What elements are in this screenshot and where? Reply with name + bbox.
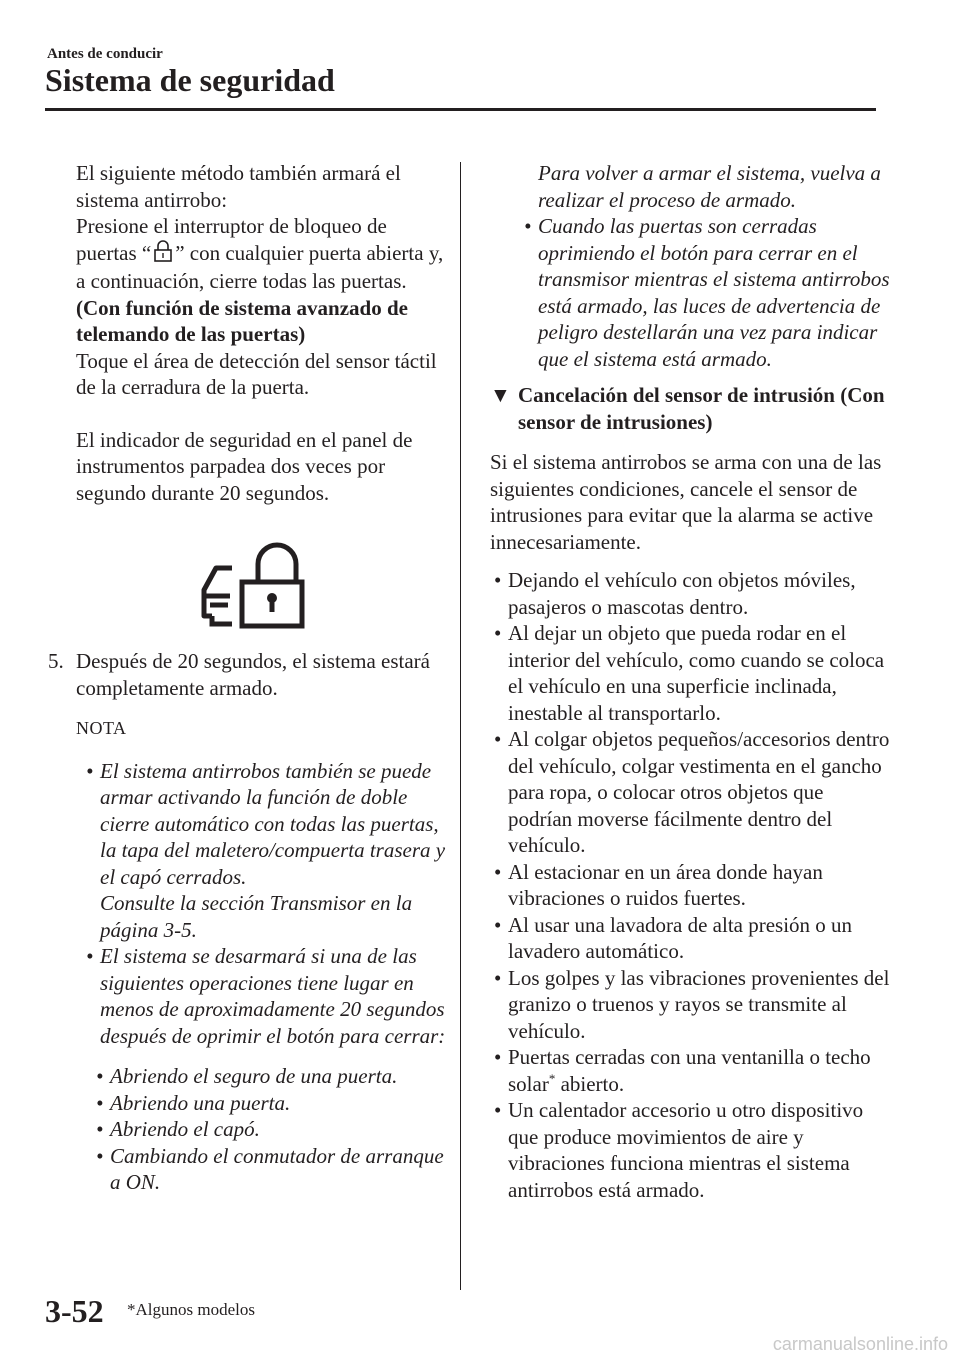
bullet: • (494, 1098, 502, 1122)
sub-list-item: • Abriendo el capó. (96, 1117, 260, 1141)
sub-list-item: • Abriendo el seguro de una puerta. (96, 1064, 398, 1088)
lock-switch-paragraph (76, 213, 446, 295)
intrusion-paragraph: Si el sistema antirrobos se arma con una de las siguientes condiciones, cancele el sensor de intrusiones para evitar que la alarma se active innecesariamente. (490, 450, 882, 554)
condition-item: • Al dejar un objeto que pueda rodar en el interior del vehículo, como cuando se coloca el vehículo en una superficie inclinada, inestable al transportarlo. (494, 621, 885, 725)
note-item (514, 213, 890, 372)
intrusion-sensor-heading (490, 382, 890, 435)
condition-item: • Al colgar objetos pequeños/accesorios dentro del vehículo, colgar vestimenta en el gancho para ropa, o colocar otros objetos que podrían moverse fácilmente dentro del vehículo. (494, 727, 890, 857)
condition-item: • Al estacionar en un área donde hayan vibraciones o ruidos fuertes. (494, 859, 823, 910)
bullet: • (494, 965, 502, 990)
condition-item: • Los golpes y las vibraciones provenientes del granizo o truenos y rayos se transmite al vehículo. (494, 965, 890, 1043)
note-item (76, 758, 446, 944)
step-number: 5. (48, 649, 64, 673)
advanced-keyless-heading: (Con función de sistema avanzado de telemando de las puertas) (76, 295, 408, 346)
step-5-text: Después de 20 segundos, el sistema estará completamente armado. (76, 649, 430, 700)
security-indicator-icon (194, 542, 306, 630)
lock-switch-text-a: Presione el interruptor de bloqueo de puertas “ (76, 214, 387, 265)
bullet: • (96, 1090, 104, 1115)
section-label: Antes de conducir (47, 46, 163, 62)
intro-paragraph: El siguiente método también armará el sistema antirrobo: (76, 161, 401, 212)
bullet: • (494, 912, 502, 937)
security-indicator-paragraph: El indicador de seguridad en el panel de instrumentos parpadea dos veces por segundo durante 20 segundos. (76, 427, 413, 505)
security-indicator-icon-wrap (76, 542, 446, 630)
condition-item: • Un calentador accesorio u otro dispositivo que produce movimientos de aire y vibraciones funciona mientras el sistema antirrobos está armado. (494, 1098, 864, 1202)
bullet: • (494, 859, 502, 884)
bullet: • (524, 214, 532, 238)
bullet: • (96, 1117, 104, 1141)
note-item (76, 943, 446, 1049)
bullet: • (86, 758, 94, 783)
right-column (490, 160, 890, 1203)
lock-switch-text-b: ” con cualquier puerta abierta y, a continuación, cierre todas las puertas. (76, 240, 444, 293)
sub-list (76, 1063, 446, 1196)
bullet: • (96, 1143, 104, 1168)
heading-text: Cancelación del sensor de intrusión (Con sensor de intrusiones) (518, 383, 885, 434)
note-text: Cuando las puertas son cerradas oprimiendo el botón para cerrar en el transmisor mientras el sistema antirrobos está armado, las luces de advertencia de peligro destellarán una vez para indicar que el sistema está armado. (538, 214, 890, 371)
note-continuation: Para volver a armar el sistema, vuelva a realizar el proceso de armado. (538, 161, 881, 212)
footnote-star: * (548, 1070, 556, 1086)
step-5 (48, 648, 446, 701)
page-number: 3-52 (45, 1293, 104, 1329)
page-title: Sistema de seguridad (45, 62, 335, 98)
note-reference: Consulte la sección Transmisor en la página 3-5. (100, 891, 413, 942)
triangle-marker-icon: ▼ (490, 383, 511, 407)
bullet: • (86, 944, 94, 968)
header-rule (45, 108, 876, 111)
note-text: El sistema se desarmará si una de las siguientes operaciones tiene lugar en menos de aproximadamente 20 segundos después de oprimir el botón para cerrar: (100, 944, 446, 1048)
bullet: • (494, 1045, 502, 1069)
note-text: El sistema antirrobos también se puede armar activando la función de doble cierre automático con todas las puertas, la tapa del maletero/compuerta trasera y el capó cerrados. (100, 758, 446, 889)
condition-item: • Al usar una lavadora de alta presión o un lavadero automático. (494, 912, 853, 963)
watermark: carmanualsonline.info (772, 1334, 948, 1354)
left-column (48, 160, 446, 1196)
condition-item: • Puertas cerradas con una ventanilla o techo solar* abierto. (494, 1045, 871, 1096)
bullet: • (96, 1064, 104, 1088)
nota-label: NOTA (76, 718, 127, 738)
touch-sensor-paragraph: Toque el área de detección del sensor táctil de la cerradura de la puerta. (76, 348, 437, 399)
sub-list-item: • Cambiando el conmutador de arranque a ON. (96, 1143, 444, 1194)
bullet: • (494, 568, 502, 592)
sub-list-item: • Abriendo una puerta. (96, 1090, 291, 1115)
column-divider (460, 162, 461, 1290)
footnote: *Algunos modelos (127, 1300, 255, 1319)
condition-item: • Dejando el vehículo con objetos móviles, pasajeros o mascotas dentro. (494, 568, 856, 619)
lock-icon (153, 240, 173, 269)
bullet: • (494, 727, 502, 751)
bullet: • (494, 621, 502, 645)
